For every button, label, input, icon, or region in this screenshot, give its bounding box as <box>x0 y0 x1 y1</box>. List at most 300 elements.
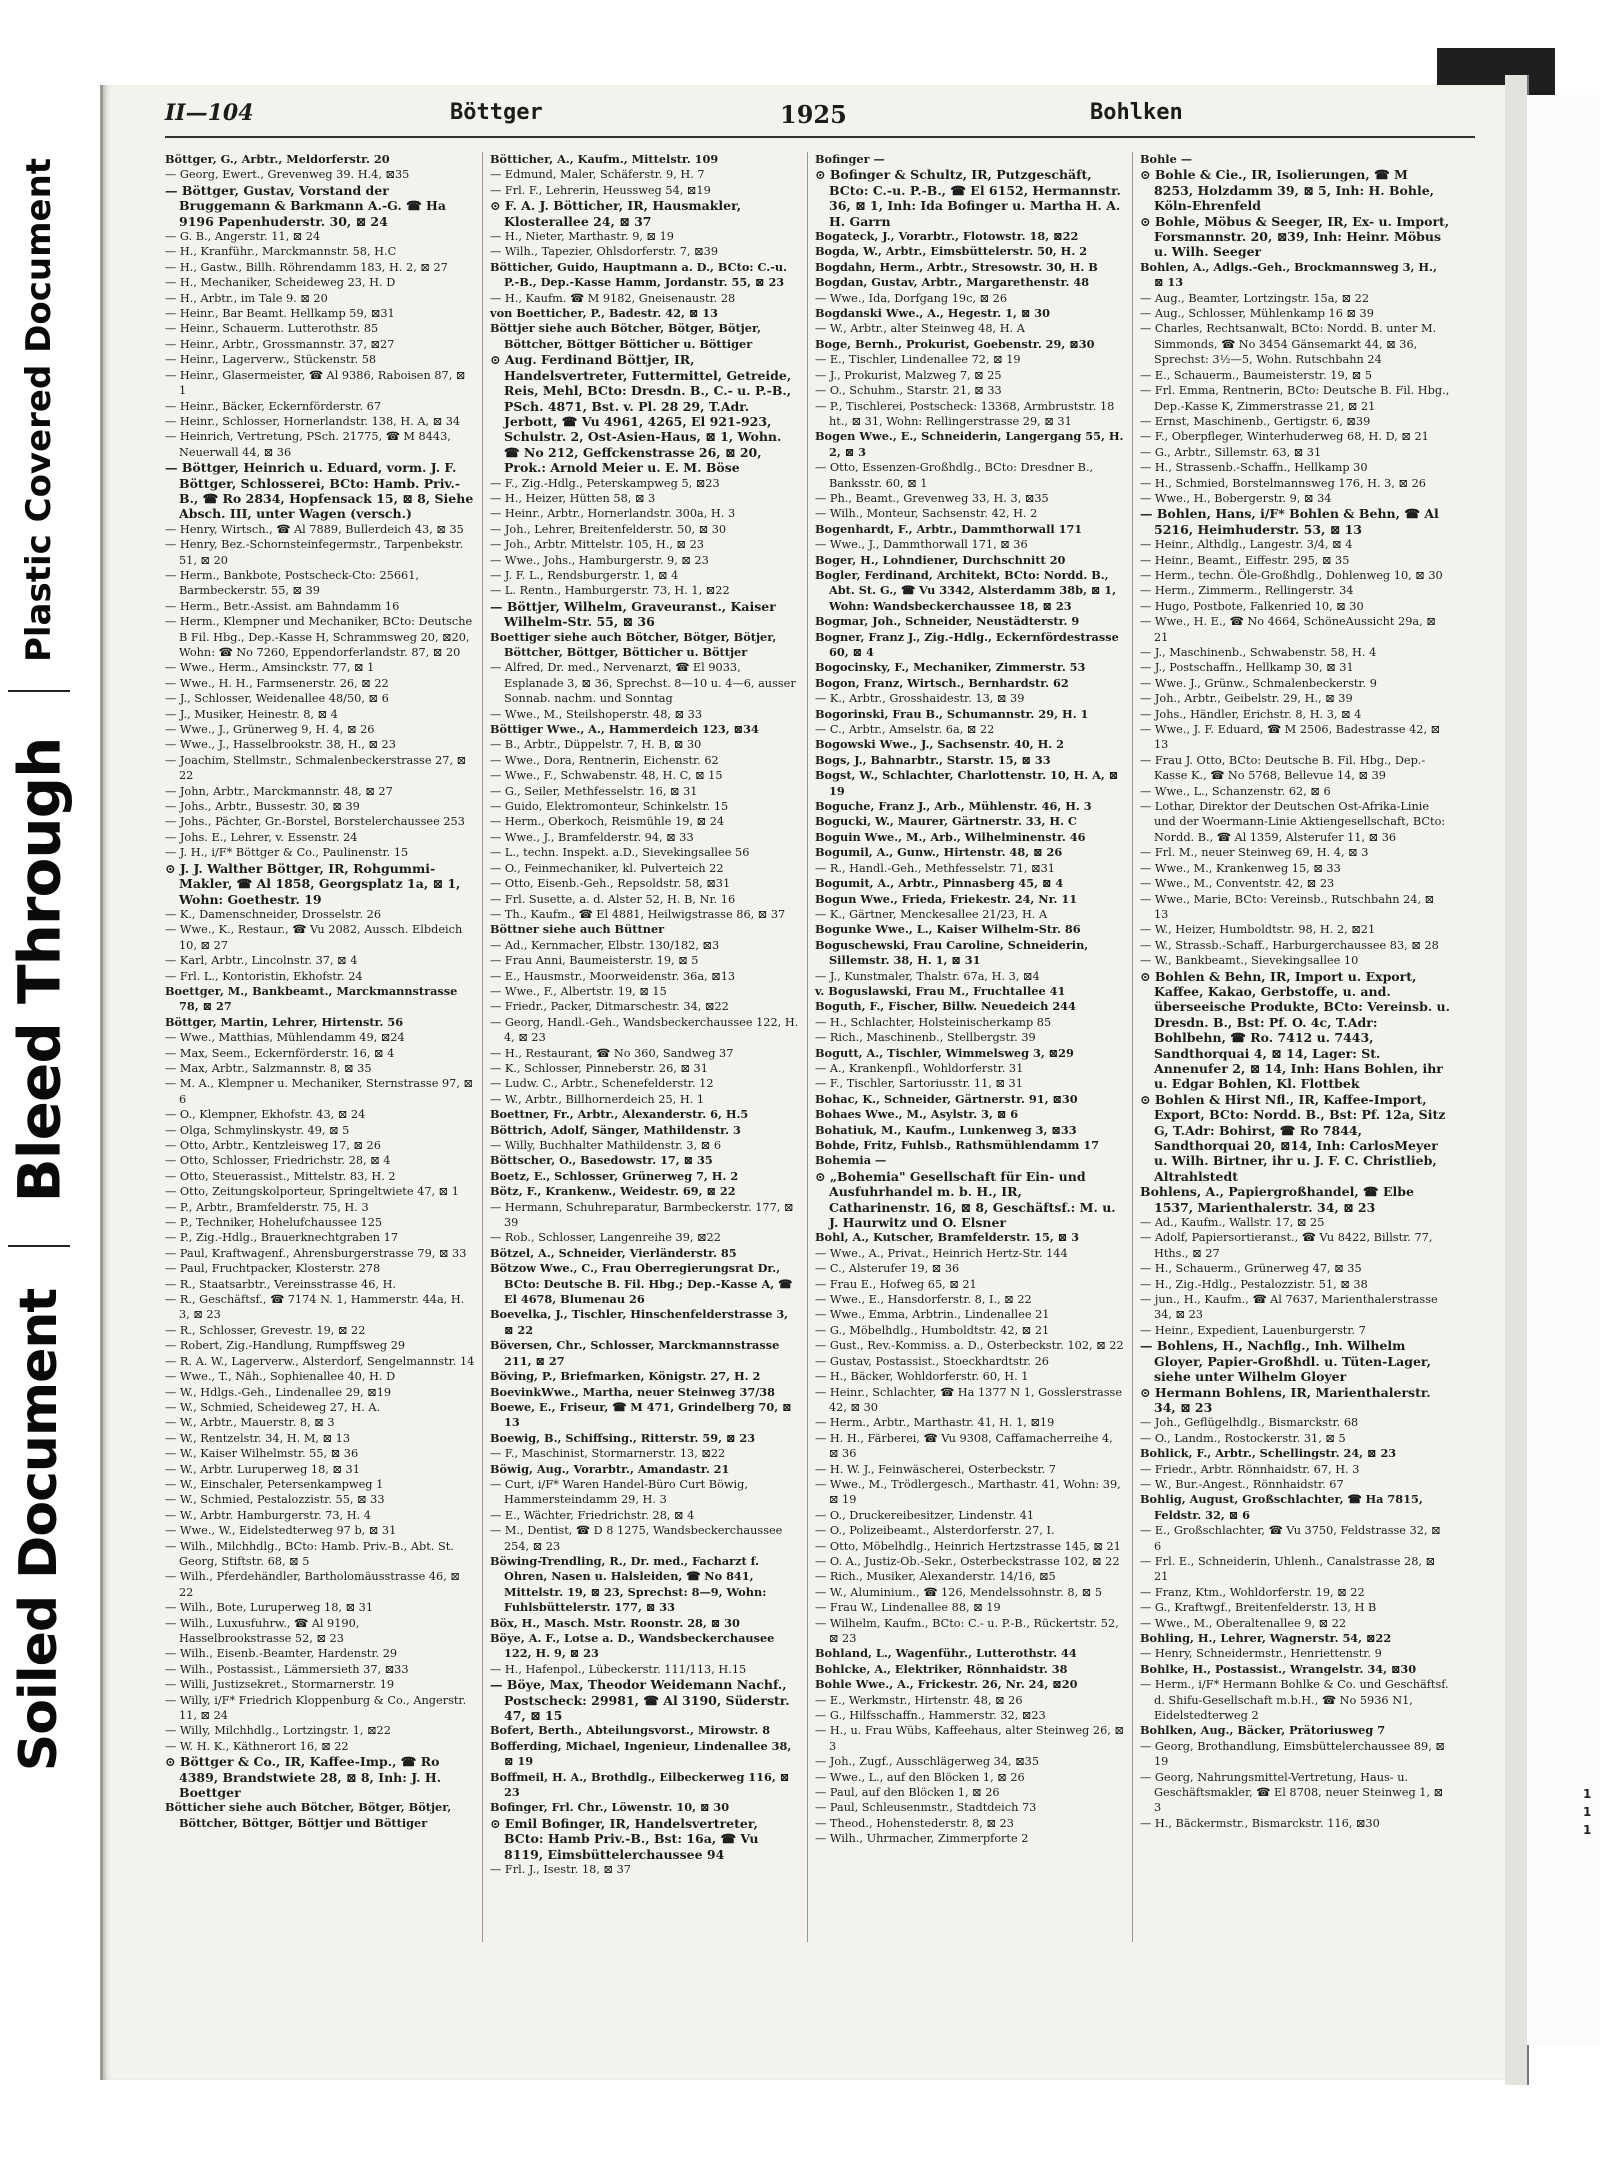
directory-entry: — Wwe., M., Oberaltenallee 9, ⊠ 22 <box>1140 1616 1347 1630</box>
directory-entry: — Johs., Arbtr., Bussestr. 30, ⊠ 39 <box>165 800 360 814</box>
directory-entry: — P., Tischlerei, Postscheck: 13368, Armbruststr. 18 ht., ⊠ 31, Wohn: Rellingerstrasse 29, ⊠ 31 <box>815 399 1115 428</box>
directory-entry: — K., Arbtr., Grosshaidestr. 13, ⊠ 39 <box>815 692 1025 706</box>
directory-entry: — Joh., Arbtr. Mittelstr. 105, H., ⊠ 23 <box>490 538 704 552</box>
label-text: Plastic Covered Document <box>19 157 60 663</box>
directory-entry: — R., Handl.-Geh., Methfesselstr. 71, ⊠31 <box>815 861 1055 875</box>
directory-entry: — Joachim, Stellmstr., Schmalenbeckerstrasse 27, ⊠ 22 <box>165 753 467 783</box>
directory-entry: — Georg, Handl.-Geh., Wandsbeckerchaussee 122, H. 4, ⊠ 23 <box>490 1015 799 1045</box>
directory-entry: — Wilh., Uhrmacher, Zimmerpforte 2 <box>815 1832 1029 1846</box>
directory-entry: — Georg, Nahrungsmittel-Vertretung, Haus- u. Geschäftsmakler, ☎ El 8708, neuer Steinweg 1, ⊠ 3 <box>1140 1770 1444 1815</box>
directory-entry: — Paul, Schleusenmstr., Stadtdeich 73 <box>815 1801 1037 1815</box>
firm-entry: ⊙ Böttger & Co., IR, Kaffee-Imp., ☎ Ro 4389, Brandstwiete 28, ⊠ 8, Inh: J. H. Boettger <box>165 1754 442 1801</box>
directory-entry: Boger, H., Lohndiener, Durchschnitt 20 <box>815 552 1066 567</box>
directory-entry: Bogocinsky, F., Mechaniker, Zimmerstr. 53 <box>815 660 1086 675</box>
directory-entry: — F., Tischler, Sartoriusstr. 11, ⊠ 31 <box>815 1077 1023 1091</box>
directory-entry: — O., Klempner, Ekhofstr. 43, ⊠ 24 <box>165 1108 366 1122</box>
directory-entry: — R. A. W., Lagerverw., Alsterdorf, Sengelmannstr. 14 <box>165 1354 475 1368</box>
directory-entry: Bogst, W., Schlachter, Charlottenstr. 10, H. A, ⊠ 19 <box>815 768 1119 798</box>
directory-entry: — E., Tischler, Lindenallee 72, ⊠ 19 <box>815 353 1021 367</box>
directory-entry: — Heinr., Lagerverw., Stückenstr. 58 <box>165 353 377 367</box>
directory-entry: — H., Kranführ., Marckmannstr. 58, H.C <box>165 245 397 259</box>
directory-entry: — Joh., Arbtr., Geibelstr. 29, H., ⊠ 39 <box>1140 692 1353 706</box>
directory-entry: BoevinkWwe., Martha, neuer Steinweg 37/38 <box>490 1384 776 1399</box>
label-bleed-through <box>0 700 78 1240</box>
directory-entry: Boettner, Fr., Arbtr., Alexanderstr. 6, H.5 <box>490 1107 749 1122</box>
directory-entry: — Wwe., K., Restaur., ☎ Vu 2082, Aussch. Elbdeich 10, ⊠ 27 <box>165 923 463 952</box>
directory-entry: — Otto, Zeitungskolporteur, Springeltwiete 47, ⊠ 1 <box>165 1185 459 1199</box>
directory-entry: — John, Arbtr., Marckmannstr. 48, ⊠ 27 <box>165 784 393 798</box>
directory-entry: — Wwe., M., Steilshoperstr. 48, ⊠ 33 <box>490 707 703 721</box>
label-text: Bleed Through <box>5 737 74 1203</box>
directory-entry: — Willy, Buchhalter Mathildenstr. 3, ⊠ 6 <box>490 1139 722 1152</box>
directory-entry: — Willi, Justizsekret., Stormarnerstr. 19 <box>165 1678 395 1692</box>
directory-entry: — Henry, Bez.-Schornsteinfegermstr., Tarpenbekstr. 51, ⊠ 20 <box>165 538 464 567</box>
directory-entry: — G., Hilfsschaffn., Hammerstr. 32, ⊠23 <box>815 1709 1046 1723</box>
directory-entry: — Rich., Musiker, Alexanderstr. 14/16, ⊠5 <box>815 1570 1056 1584</box>
directory-entry: — Wwe. J., Grünw., Schmalenbeckerstr. 9 <box>1140 676 1377 690</box>
directory-entry: — Heinrich, Vertretung, PSch. 21775, ☎ M 8443, Neuerwall 44, ⊠ 36 <box>165 430 451 459</box>
directory-entry: — H., Heizer, Hütten 58, ⊠ 3 <box>490 491 656 505</box>
directory-entry: Bötzow Wwe., C., Frau Oberregierungsrat Dr., BCto: Deutsche B. Fil. Hbg.; Dep.-Kasse A, ☎ El 4678, Blumenau 26 <box>490 1261 793 1307</box>
directory-entry: — Wwe., F., Albertstr. 19, ⊠ 15 <box>490 984 667 998</box>
directory-entry: — Herm., Klempner und Mechaniker, BCto: Deutsche B Fil. Hbg., Dep.-Kasse H, Schrammsweg 20, ⊠20, Wohn: ☎ No 7260, Eppendorferlandstr. 87, ⊠ 20 <box>165 615 473 659</box>
directory-entry: Bohac, K., Schneider, Gärtnerstr. 91, ⊠30 <box>815 1091 1078 1106</box>
directory-entry: — F., Maschinist, Stormarnerstr. 13, ⊠22 <box>490 1447 726 1461</box>
directory-entry: — Wwe., M., Trödlergesch., Marthastr. 41, Wohn: 39, ⊠ 19 <box>815 1477 1121 1507</box>
directory-entry: — Olga, Schmylinskystr. 49, ⊠ 5 <box>165 1123 350 1137</box>
directory-entry: — J., Prokurist, Malzweg 7, ⊠ 25 <box>815 368 1002 382</box>
directory-entry: — Frau Anni, Baumeisterstr. 19, ⊠ 5 <box>490 954 699 968</box>
directory-entry: — Wilh., Pferdehändler, Bartholomäusstrasse 46, ⊠ 22 <box>165 1570 460 1599</box>
directory-entry: Böwig, Aug., Vorarbtr., Amandastr. 21 <box>490 1461 730 1476</box>
directory-entry: Bogmar, Joh., Schneider, Neustädterstr. 9 <box>815 614 1080 629</box>
directory-entry: — Wwe., H. E., ☎ No 4664, SchöneAussicht 29a, ⊠ 21 <box>1140 615 1436 644</box>
directory-entry: — R., Schlosser, Grevestr. 19, ⊠ 22 <box>165 1323 366 1337</box>
directory-entry: — Ph., Beamt., Grevenweg 33, H. 3, ⊠35 <box>815 491 1049 505</box>
directory-entry: Bohlig, August, Großschlachter, ☎ Ha 7815, Feldstr. 32, ⊠ 6 <box>1140 1492 1423 1522</box>
directory-entry: — W., Strassb.-Schaff., Harburgerchaussee 83, ⊠ 28 <box>1140 938 1439 952</box>
directory-entry: — Wwe., W., Eidelstedterweg 97 b, ⊠ 31 <box>165 1524 397 1538</box>
directory-entry: Bohlken, Aug., Bäcker, Prätoriusweg 7 <box>1140 1723 1386 1738</box>
directory-entry: — Wwe., A., Privat., Heinrich Hertz-Str. 144 <box>815 1246 1068 1260</box>
directory-entry: — Otto, Schlosser, Friedrichstr. 28, ⊠ 4 <box>165 1154 391 1168</box>
directory-entry: — W., Hdlgs.-Geh., Lindenallee 29, ⊠19 <box>165 1385 392 1399</box>
directory-entry: — C., Arbtr., Amselstr. 6a, ⊠ 22 <box>815 723 995 737</box>
directory-entry: Bohatiuk, M., Kaufm., Lunkenweg 3, ⊠33 <box>815 1122 1077 1137</box>
directory-entry: — K., Gärtner, Menckesallee 21/23, H. A <box>815 907 1048 921</box>
directory-entry: — C., Alsterufer 19, ⊠ 36 <box>815 1262 960 1276</box>
directory-entry: — Frl. F., Lehrerin, Heussweg 54, ⊠19 <box>490 183 711 197</box>
directory-entry: — L. Rentn., Hamburgerstr. 73, H. 1, ⊠22 <box>490 584 730 598</box>
directory-entry: — O., Landm., Rostockerstr. 31, ⊠ 5 <box>1140 1431 1346 1445</box>
directory-entry: — Herm., Oberkoch, Reismühle 19, ⊠ 24 <box>490 815 725 829</box>
firm-entry: ⊙ Bohle & Cie., IR, Isolierungen, ☎ M 8253, Holzdamm 39, ⊠ 5, Inh: H. Bohle, Köln-Ehrenfeld <box>1140 167 1435 214</box>
directory-entry: — Lothar, Direktor der Deutschen Ost-Afrika-Linie und der Woermann-Linie Aktiengesellschaft, BCto: Nordd. B., ☎ Al 1359, Alsterufer 11, ⊠ 36 <box>1140 800 1446 844</box>
directory-entry: Bötticher siehe auch Bötcher, Bötger, Bötjer, Böttcher, Böttger, Böttjer und Böttiger <box>165 1800 452 1830</box>
directory-entry: Bohland, L., Wagenführ., Lutterothstr. 44 <box>815 1646 1077 1661</box>
firm-entry: ⊙ F. A. J. Bötticher, IR, Hausmakler, Klosterallee 24, ⊠ 37 <box>490 198 742 229</box>
directory-entry: Boettger, M., Bankbeamt., Marckmannstrasse 78, ⊠ 27 <box>165 983 458 1014</box>
column-rule <box>482 152 483 1942</box>
directory-entry: — G., Möbelhdlg., Humboldtstr. 42, ⊠ 21 <box>815 1323 1050 1337</box>
directory-entry: — A., Krankenpfl., Wohldorferstr. 31 <box>815 1061 1024 1075</box>
directory-entry: Böttner siehe auch Büttner <box>490 922 665 937</box>
directory-entry: — Georg, Ewert., Grevenweg 39. H.4, ⊠35 <box>165 168 410 182</box>
directory-entry: — W., Rentzelstr. 34, H. M, ⊠ 13 <box>165 1431 351 1445</box>
directory-entry: — F., Zig.-Hdlg., Peterskampweg 5, ⊠23 <box>490 476 720 490</box>
firm-entry: — Böye, Max, Theodor Weidemann Nachf., Postscheck: 29981, ☎ Al 3190, Süderstr. 47, ⊠ 15 <box>490 1677 790 1724</box>
directory-entry: — Frl. L., Kontoristin, Ekhofstr. 24 <box>165 969 363 983</box>
directory-entry: — W., Arbtr. Luruperweg 18, ⊠ 31 <box>165 1462 360 1476</box>
directory-entry: — Henry, Schneidermstr., Henriettenstr. 9 <box>1140 1647 1382 1661</box>
directory-entry: Bogucki, W., Maurer, Gärtnerstr. 33, H. C <box>815 814 1077 829</box>
directory-entry: Böving, P., Briefmarken, Königstr. 27, H. 2 <box>490 1369 761 1384</box>
directory-entry: — G., Seiler, Methfesselstr. 16, ⊠ 31 <box>490 784 698 798</box>
directory-entry: — Frl. Susette, a. d. Alster 52, H. B, Nr. 16 <box>490 892 736 906</box>
directory-column-1 <box>165 152 475 1831</box>
directory-entry: — Edmund, Maler, Schäferstr. 9, H. 7 <box>490 168 705 182</box>
directory-entry: Bofinger, Frl. Chr., Löwenstr. 10, ⊠ 30 <box>490 1800 730 1815</box>
directory-year: 1925 <box>780 100 847 129</box>
directory-entry: — Wwe., J., Dammthorwall 171, ⊠ 36 <box>815 538 1028 552</box>
directory-entry: — H., Restaurant, ☎ No 360, Sandweg 37 <box>490 1046 734 1060</box>
directory-entry: Bogowski Wwe., J., Sachsenstr. 40, H. 2 <box>815 737 1064 752</box>
directory-entry: — Rob., Schlosser, Langenreihe 39, ⊠22 <box>490 1231 721 1245</box>
directory-entry: Boguth, F., Fischer, Billw. Neuedeich 244 <box>815 999 1076 1014</box>
directory-entry: — jun., H., Kaufm., ☎ Al 7637, Marienthalerstrasse 34, ⊠ 23 <box>1140 1293 1438 1322</box>
directory-entry: — Heinr., Arbtr., Grossmannstr. 37, ⊠27 <box>165 337 395 351</box>
directory-entry: — Aug., Beamter, Lortzingstr. 15a, ⊠ 22 <box>1140 291 1370 305</box>
directory-entry: Boge, Bernh., Prokurist, Goebenstr. 29, ⊠30 <box>815 336 1095 351</box>
directory-entry: Böttscher, O., Basedowstr. 17, ⊠ 35 <box>490 1153 713 1168</box>
firm-entry: ⊙ Aug. Ferdinand Böttjer, IR, Handelsvertreter, Futtermittel, Getreide, Reis, Mehl, BCto: Dresdn. B., C.- u. P.-B., PSch. 4871, Bst. v. Pl. 28 29, T.Adr. Jerbott, ☎ Vu 4961, 4265, El 921-923, Schulstr. 2, Ost-Asien-Haus, ⊠ 1, Wohn. ☎ No 212, Geffckenstrasse 26, ⊠ 20, Prok.: Arnold Meier u. E. M. Böse <box>490 352 792 476</box>
directory-entry: — H., Schauerm., Grünerweg 47, ⊠ 35 <box>1140 1262 1362 1276</box>
directory-entry: — Joh., Zugf., Ausschlägerweg 34, ⊠35 <box>815 1755 1040 1769</box>
directory-entry: — Ernst, Maschinenb., Gertigstr. 6, ⊠39 <box>1140 414 1371 428</box>
directory-entry: — Wwe., J. F. Eduard, ☎ M 2506, Badestrasse 42, ⊠ 13 <box>1140 723 1441 752</box>
directory-entry: Bogda, W., Arbtr., Eimsbüttelerstr. 50, H. 2 <box>815 244 1088 259</box>
directory-entry: — Gust., Rev.-Kommiss. a. D., Osterbeckstr. 102, ⊠ 22 <box>815 1339 1124 1353</box>
directory-entry: — Th., Kaufm., ☎ El 4881, Heilwigstrasse 86, ⊠ 37 <box>490 907 786 921</box>
column-rule <box>1132 152 1133 1942</box>
directory-entry: — Otto, Arbtr., Kentzleisweg 17, ⊠ 26 <box>165 1139 381 1152</box>
directory-entry: — R., Staatsarbtr., Vereinsstrasse 46, H. <box>165 1277 397 1291</box>
firm-entry: ⊙ „Bohemia" Gesellschaft für Ein- und Ausfuhrhandel m. b. H., IR, Catharinenstr. 16, ⊠ 8, Geschäftsf.: M. u. J. Haurwitz und O. Elsner <box>815 1168 1116 1231</box>
directory-column-2 <box>490 152 800 1878</box>
directory-entry: — J., Kunstmaler, Thalstr. 67a, H. 3, ⊠4 <box>815 969 1040 983</box>
directory-entry: — E., Hausmstr., Moorweidenstr. 36a, ⊠13 <box>490 969 736 983</box>
directory-entry: Bohlcke, A., Elektriker, Rönnhaidstr. 38 <box>815 1661 1068 1676</box>
directory-entry: Bohling, H., Lehrer, Wagnerstr. 54, ⊠22 <box>1140 1631 1392 1645</box>
directory-entry: — Paul, auf den Blöcken 1, ⊠ 26 <box>815 1786 1000 1800</box>
directory-entry: Boguschewski, Frau Caroline, Schneiderin, Sillemstr. 38, H. 1, ⊠ 31 <box>815 937 1089 968</box>
directory-entry: — G. B., Angerstr. 11, ⊠ 24 <box>165 230 321 244</box>
firm-entry: — Böttger, Gustav, Vorstand der Bruggemann & Barkmann A.-G. ☎ Ha 9196 Papenhuderstr. 30, ⊠ 24 <box>165 182 446 229</box>
directory-entry: von Boetticher, P., Badestr. 42, ⊠ 13 <box>490 306 718 321</box>
directory-entry: Bogdanski Wwe., A., Hegestr. 1, ⊠ 30 <box>815 306 1050 321</box>
directory-entry: Bofferding, Michael, Ingenieur, Lindenallee 38, ⊠ 19 <box>490 1738 792 1769</box>
directory-entry: — Guido, Elektromonteur, Schinkelstr. 15 <box>490 800 729 814</box>
directory-entry: — Wwe., T., Näh., Sophienallee 40, H. D <box>165 1370 396 1384</box>
directory-entry: Bofinger — <box>815 152 885 166</box>
firm-entry: — Bohlens, H., Nachflg., Inh. Wilhelm Gloyer, Papier-Großhdl. u. Tüten-Lager, siehe unter Wilhelm Gloyer <box>1140 1338 1431 1385</box>
directory-entry: — Otto, Möbelhdlg., Heinrich Hertzstrasse 145, ⊠ 21 <box>815 1539 1121 1553</box>
directory-entry: Boguche, Franz J., Arb., Mühlenstr. 46, H. 3 <box>815 799 1092 814</box>
directory-entry: — Heinr., Arbtr., Hornerlandstr. 300a, H. 3 <box>490 507 736 521</box>
directory-entry: — Wwe., Marie, BCto: Vereinsb., Rutschbahn 24, ⊠ 13 <box>1140 892 1435 921</box>
directory-entry: — Frau W., Lindenallee 88, ⊠ 19 <box>815 1601 1001 1615</box>
directory-entry: — W., Arbtr., alter Steinweg 48, H. A <box>815 322 1025 336</box>
directory-entry: — Aug., Schlosser, Mühlenkamp 16 ⊠ 39 <box>1140 307 1374 321</box>
directory-entry: — Wilh., Monteur, Sachsenstr. 42, H. 2 <box>815 507 1038 521</box>
firm-entry: — Böttger, Heinrich u. Eduard, vorm. J. F. Böttger, Schlosserei, BCto: Hamb. Priv.-B., ☎ Ro 2834, Hopfensack 15, ⊠ 8, Siehe Absch. III, unter Wagen (versch.) <box>165 460 474 522</box>
directory-entry: Bogon, Franz, Wirtsch., Bernhardstr. 62 <box>815 675 1069 690</box>
label-soiled-document <box>0 1250 78 1810</box>
directory-entry: — Hermann, Schuhreparatur, Barmbeckerstr. 177, ⊠ 39 <box>490 1200 794 1230</box>
directory-entry: Bohlick, F., Arbtr., Schellingstr. 24, ⊠ 23 <box>1140 1446 1397 1461</box>
directory-entry: — R., Geschäftsf., ☎ 7174 N. 1, Hammerstr. 44a, H. 3, ⊠ 23 <box>165 1293 465 1322</box>
directory-entry: — H., Schmied, Borstelmannsweg 176, H. 3, ⊠ 26 <box>1140 476 1426 490</box>
firm-entry: ⊙ Bohle, Möbus & Seeger, IR, Ex- u. Import, Forsmannstr. 20, ⊠39, Inh: Heinr. Möbus u. Wilh. Seeger <box>1140 213 1450 260</box>
directory-entry: — Willy, i/F* Friedrich Kloppenburg & Co., Angerstr. 11, ⊠ 24 <box>165 1693 467 1723</box>
margin-mark: 1 <box>1583 1805 1592 1819</box>
directory-entry: — G., Arbtr., Sillemstr. 63, ⊠ 31 <box>1140 445 1322 459</box>
margin-marks <box>1583 1785 1591 1839</box>
directory-entry: — Alfred, Dr. med., Nervenarzt, ☎ El 9033, Esplanade 3, ⊠ 36, Sprechst. 8—10 u. 4—6, ausser Sonnab. nachm. und Sonntag <box>490 661 796 706</box>
directory-entry: — E., Schauerm., Baumeisterstr. 19, ⊠ 5 <box>1140 368 1373 382</box>
directory-entry: — Friedr., Packer, Ditmarschestr. 34, ⊠22 <box>490 1000 729 1014</box>
margin-mark: 1 <box>1583 1823 1592 1837</box>
directory-entry: — Hugo, Postbote, Falkenried 10, ⊠ 30 <box>1140 599 1364 613</box>
directory-entry: — Frau E., Hofweg 65, ⊠ 21 <box>815 1277 977 1291</box>
directory-entry: — Wwe., Johs., Hamburgerstr. 9, ⊠ 23 <box>490 553 709 567</box>
directory-entry: Bohemia — <box>815 1153 887 1168</box>
directory-entry: — O., Schuhm., Starstr. 21, ⊠ 33 <box>815 384 1002 398</box>
directory-entry: — W., Bur.-Angest., Rönnhaidstr. 67 <box>1140 1477 1344 1491</box>
directory-entry: — Henry, Wirtsch., ☎ Al 7889, Bullerdeich 43, ⊠ 35 <box>165 522 464 536</box>
directory-entry: — W., Arbtr., Billhornerdeich 25, H. 1 <box>490 1092 705 1106</box>
header-rule <box>165 136 1475 138</box>
directory-entry: — Otto, Steuerassist., Mittelstr. 83, H. 2 <box>165 1169 396 1183</box>
directory-entry: — P., Techniker, Hohelufchaussee 125 <box>165 1216 383 1230</box>
directory-entry: — Frl. Emma, Rentnerin, BCto: Deutsche B. Fil. Hbg., Dep.-Kasse K, Zimmerstrasse 21, ⊠ 21 <box>1140 384 1450 413</box>
page-number: II—104 <box>165 100 254 126</box>
directory-entry: — Max, Seem., Eckernförderstr. 16, ⊠ 4 <box>165 1046 395 1060</box>
page-edge <box>1505 75 1529 2085</box>
directory-entry: Bogler, Ferdinand, Architekt, BCto: Nordd. B., Abt. St. G., ☎ Vu 3342, Alsterdamm 38b, ⊠ 1, Wohn: Wandsbeckerchaussee 18, ⊠ 23 <box>815 567 1117 613</box>
directory-entry: — O., Druckereibesitzer, Lindenstr. 41 <box>815 1508 1035 1522</box>
directory-entry: Bohl, A., Kutscher, Bramfelderstr. 15, ⊠ 3 <box>815 1230 1080 1245</box>
directory-entry: — E., Großschlachter, ☎ Vu 3750, Feldstrasse 32, ⊠ 6 <box>1140 1524 1441 1553</box>
directory-entry: v. Boguslawski, Frau M., Fruchtallee 41 <box>815 983 1066 998</box>
directory-entry: Böttger, G., Arbtr., Meldorferstr. 20 <box>165 152 390 166</box>
directory-entry: — Wwe., J., Bramfelderstr. 94, ⊠ 33 <box>490 830 694 844</box>
directory-entry: — H., Bäckermstr., Bismarckstr. 116, ⊠30 <box>1140 1816 1380 1830</box>
directory-entry: — Herm., Bankbote, Postscheck-Cto: 25661, Barmbeckerstr. 55, ⊠ 39 <box>165 568 419 598</box>
directory-entry: — Robert, Zig.-Handlung, Rumpffsweg 29 <box>165 1339 406 1353</box>
directory-entry: Bötz, F., Krankenw., Weidestr. 69, ⊠ 22 <box>490 1184 736 1199</box>
directory-entry: — H. H., Färberei, ☎ Vu 9308, Caffamacherreihe 4, ⊠ 36 <box>815 1431 1113 1461</box>
directory-entry: Böttiger Wwe., A., Hammerdeich 123, ⊠34 <box>490 722 759 737</box>
directory-entry: — H., Strassenb.-Schaffn., Hellkamp 30 <box>1140 461 1368 475</box>
directory-entry: — H., Mechaniker, Scheideweg 23, H. D <box>165 276 396 290</box>
directory-entry: — Gustav, Postassist., Stoeckhardtstr. 26 <box>815 1354 1049 1368</box>
directory-entry: — Wilhelm, Kaufm., BCto: C.- u. P.-B., Rückertstr. 52, ⊠ 23 <box>815 1616 1119 1645</box>
last-name-guide: Bohlken <box>1090 100 1183 125</box>
directory-entry: Bötticher, Guido, Hauptmann a. D., BCto: C.-u. P.-B., Dep.-Kasse Hamm, Jordanstr. 55, ⊠ 23 <box>490 259 788 290</box>
scan-margin <box>1527 95 1600 2045</box>
directory-entry: — Curt, i/F* Waren Handel-Büro Curt Böwig, Hammersteindamm 29, H. 3 <box>490 1477 748 1507</box>
firm-entry: ⊙ Hermann Bohlens, IR, Marienthalerstr. 34, ⊠ 23 <box>1140 1384 1431 1415</box>
directory-entry: — Heinr., Althdlg., Langestr. 3/4, ⊠ 4 <box>1140 538 1353 552</box>
directory-entry: — W., Arbtr. Hamburgerstr. 73, H. 4 <box>165 1508 371 1522</box>
firm-entry: — Böttjer, Wilhelm, Graveuranst., Kaiser Wilhelm-Str. 55, ⊠ 36 <box>490 598 776 630</box>
directory-entry: — H. W. J., Feinwäscherei, Osterbeckstr. 7 <box>815 1462 1056 1476</box>
directory-entry: Bohde, Fritz, Fuhlsb., Rathsmühlendamm 17 <box>815 1138 1100 1152</box>
firm-entry: Bohlens, A., Papiergroßhandel, ☎ Elbe 1537, Marienthalerstr. 34, ⊠ 23 <box>1140 1184 1414 1215</box>
directory-entry: — Otto, Essenzen-Großhdlg., BCto: Dresdner B., Banksstr. 60, ⊠ 1 <box>815 461 1094 490</box>
directory-entry: — Wwe., M., Conventstr. 42, ⊠ 23 <box>1140 877 1335 891</box>
directory-entry: — J. F. L., Rendsburgerstr. 1, ⊠ 4 <box>490 568 679 582</box>
directory-entry: — Wwe., Emma, Arbtrin., Lindenallee 21 <box>815 1308 1050 1322</box>
directory-entry: — Paul, Kraftwagenf., Ahrensburgerstrasse 79, ⊠ 33 <box>165 1246 467 1260</box>
directory-entry: — J., Maschinenb., Schwabenstr. 58, H. 4 <box>1140 646 1377 659</box>
directory-entry: Bogun Wwe., Frieda, Friekestr. 24, Nr. 11 <box>815 891 1078 906</box>
directory-entry: — K., Schlosser, Pinneberstr. 26, ⊠ 31 <box>490 1061 708 1075</box>
directory-entry: — Herm., Betr.-Assist. am Bahndamm 16 <box>165 599 400 613</box>
directory-entry: Bogen Wwe., E., Schneiderin, Langergang 55, H. 2, ⊠ 3 <box>815 429 1124 459</box>
directory-entry: — H., Zig.-Hdlg., Pestalozzistr. 51, ⊠ 38 <box>1140 1277 1368 1291</box>
directory-entry: — Friedr., Arbtr. Rönnhaidstr. 67, H. 3 <box>1140 1462 1360 1476</box>
directory-entry: — H., Bäcker, Wohldorferstr. 60, H. 1 <box>815 1370 1029 1384</box>
directory-entry: Böttger, Martin, Lehrer, Hirtenstr. 56 <box>165 1014 404 1029</box>
directory-entry: Boewe, E., Friseur, ☎ M 471, Grindelberg 70, ⊠ 13 <box>490 1399 792 1430</box>
margin-mark: 1 <box>1583 1787 1592 1801</box>
directory-entry: — Heinr., Bäcker, Eckernförderstr. 67 <box>165 399 382 413</box>
directory-entry: Böttrich, Adolf, Sänger, Mathildenstr. 3 <box>490 1122 741 1137</box>
directory-entry: — Heinr., Schlachter, ☎ Ha 1377 N 1, Gosslerstrasse 42, ⊠ 30 <box>815 1385 1123 1414</box>
directory-entry: — W., Kaiser Wilhelmstr. 55, ⊠ 36 <box>165 1447 359 1461</box>
directory-entry: — Heinr., Bar Beamt. Hellkamp 59, ⊠31 <box>165 307 395 321</box>
directory-entry: — Herm., Zimmerm., Rellingerstr. 34 <box>1140 584 1354 598</box>
directory-entry: — Heinr., Beamt., Eiffestr. 295, ⊠ 35 <box>1140 553 1350 567</box>
directory-entry: — Johs., Händler, Erichstr. 8, H. 3, ⊠ 4 <box>1140 707 1362 721</box>
first-name-guide: Böttger <box>450 100 543 125</box>
directory-entry: — W., Bankbeamt., Sievekingsallee 10 <box>1140 954 1359 968</box>
directory-entry: Boewig, B., Schiffsing., Ritterstr. 59, ⊠ 23 <box>490 1430 756 1445</box>
directory-entry: — Karl, Arbtr., Lincolnstr. 37, ⊠ 4 <box>165 954 358 968</box>
firm-entry: ⊙ Bohlen & Behn, IR, Import u. Export, Kaffee, Kakao, Gerbstoffe, u. and. überseeische Produkte, BCto: Vereinsb. u. Dresdn. B., Bst: Pf. O. 4c, T.Adr: Bohlbehn, ☎ Ro. 7412 u. 7443, Sandthorquai 4, ⊠ 14, Lager: St. Annenufer 2, ⊠ 14, Inh: Hans Bohlen, ihr u. Edgar Bohlen, Kl. Flottbek <box>1140 968 1450 1092</box>
directory-entry: — Wwe., Herm., Amsinckstr. 77, ⊠ 1 <box>165 661 375 675</box>
directory-entry: — W., Arbtr., Mauerstr. 8, ⊠ 3 <box>165 1416 335 1430</box>
directory-entry: — H., Kaufm. ☎ M 9182, Gneisenaustr. 28 <box>490 291 736 305</box>
directory-entry: — Heinr., Expedient, Lauenburgerstr. 7 <box>1140 1323 1366 1337</box>
directory-entry: — M., Dentist, ☎ D 8 1275, Wandsbeckerchaussee 254, ⊠ 23 <box>490 1524 783 1553</box>
divider <box>8 690 70 692</box>
directory-entry: Boevelka, J., Tischler, Hinschenfelderstrasse 3, ⊠ 22 <box>490 1307 789 1337</box>
directory-entry: — Wwe., Dora, Rentnerin, Eichenstr. 62 <box>490 753 719 767</box>
directory-entry: — Frl. M., neuer Steinweg 69, H. 4, ⊠ 3 <box>1140 846 1369 860</box>
directory-entry: — B., Arbtr., Düppelstr. 7, H. B, ⊠ 30 <box>490 738 702 752</box>
label-text: Soiled Document <box>9 1288 70 1772</box>
directory-entry: — P., Zig.-Hdlg., Brauerknechtgraben 17 <box>165 1231 399 1245</box>
directory-entry: — Johs., Pächter, Gr.-Borstel, Borstelerchaussee 253 <box>165 815 465 829</box>
directory-entry: Bötzel, A., Schneider, Vierländerstr. 85 <box>490 1245 737 1260</box>
firm-entry: ⊙ Bofinger & Schultz, IR, Putzgeschäft, BCto: C.-u. P.-B., ☎ El 6152, Hermannstr. 36, ⊠ 1, Inh: Ida Bofinger u. Martha H. A. H. Garrn <box>815 167 1121 229</box>
directory-entry: Bogdan, Gustav, Arbtr., Margarethenstr. 48 <box>815 275 1090 290</box>
directory-entry: Boetz, E., Schlosser, Grünerweg 7, H. 2 <box>490 1168 739 1183</box>
scan-quality-labels <box>0 0 78 2177</box>
directory-entry: — Heinr., Schlosser, Hornerlandstr. 138, H. A, ⊠ 34 <box>165 414 461 428</box>
directory-entry: Böversen, Chr., Schlosser, Marckmannstrasse 211, ⊠ 27 <box>490 1338 780 1368</box>
directory-entry: — Paul, Fruchtpacker, Klosterstr. 278 <box>165 1262 381 1276</box>
directory-entry: Bohlen, A., Adlgs.-Geh., Brockmannsweg 3, H., ⊠ 13 <box>1140 259 1437 290</box>
directory-entry: — Frl. J., Isestr. 18, ⊠ 37 <box>490 1863 631 1877</box>
directory-entry: Bohle Wwe., A., Frickestr. 26, Nr. 24, ⊠20 <box>815 1677 1078 1692</box>
directory-entry: — Wwe., J., Hasselbrookstr. 38, H., ⊠ 23 <box>165 738 396 752</box>
directory-entry: — Joh., Geflügelhdlg., Bismarckstr. 68 <box>1140 1416 1359 1430</box>
directory-entry: — J., Postschaffn., Hellkamp 30, ⊠ 31 <box>1140 661 1354 675</box>
directory-entry: Boguin Wwe., M., Arb., Wilhelminenstr. 46 <box>815 829 1086 844</box>
divider <box>8 1245 70 1247</box>
directory-column-3 <box>815 152 1125 1847</box>
directory-entry: — Max, Arbtr., Salzmannstr. 8, ⊠ 35 <box>165 1061 372 1075</box>
directory-entry: — Otto, Eisenb.-Geh., Repsoldstr. 58, ⊠31 <box>490 877 731 891</box>
directory-entry: Bofert, Berth., Abteilungsvorst., Mirowstr. 8 <box>490 1723 771 1738</box>
directory-entry: — H., Hafenpol., Lübeckerstr. 111/113, H.15 <box>490 1662 747 1676</box>
directory-entry: — Ad., Kaufm., Wallstr. 17, ⊠ 25 <box>1140 1216 1325 1230</box>
directory-entry: Bogdahn, Herm., Arbtr., Stresowstr. 30, H. B <box>815 259 1098 274</box>
column-rule <box>807 152 808 1942</box>
directory-entry: — Wilh., Eisenb.-Beamter, Hardenstr. 29 <box>165 1647 398 1661</box>
directory-entry: Boettiger siehe auch Bötcher, Bötger, Bötjer, Böttcher, Böttger, Bötticher u. Böttjer <box>490 629 777 659</box>
directory-entry: Böx, H., Masch. Mstr. Roonstr. 28, ⊠ 30 <box>490 1615 740 1630</box>
directory-entry: — O., Feinmechaniker, kl. Pulverteich 22 <box>490 861 724 875</box>
directory-entry: — Wwe., Matthias, Mühlendamm 49, ⊠24 <box>165 1031 405 1045</box>
directory-entry: — J. H., i/F* Böttger & Co., Paulinenstr. 15 <box>165 846 409 860</box>
directory-entry: — O. A., Justiz-Ob.-Sekr., Osterbeckstrasse 102, ⊠ 22 <box>815 1554 1120 1568</box>
directory-entry: — L., techn. Inspekt. a.D., Sievekingsallee 56 <box>490 846 750 860</box>
directory-entry: — Wwe., H. H., Farmsenerstr. 26, ⊠ 22 <box>165 676 389 690</box>
directory-entry: Bogumil, A., Gunw., Hirtenstr. 48, ⊠ 26 <box>815 845 1063 860</box>
firm-entry: ⊙ Emil Bofinger, IR, Handelsvertreter, BCto: Hamb Priv.-B., Bst: 16a, ☎ Vu 8119, Eimsbüttelerchaussee 94 <box>490 1815 759 1862</box>
directory-entry: — Ad., Kernmacher, Elbstr. 130/182, ⊠3 <box>490 938 720 952</box>
directory-entry: — W., Schmied, Pestalozzistr. 55, ⊠ 33 <box>165 1493 385 1507</box>
directory-entry: — Wwe., E., Hansdorferstr. 8, I., ⊠ 22 <box>815 1293 1032 1307</box>
directory-entry: — Wilh., Tapezier, Ohlsdorferstr. 7, ⊠39 <box>490 245 719 259</box>
directory-entry: — E., Wächter, Friedrichstr. 28, ⊠ 4 <box>490 1508 695 1522</box>
label-plastic-covered <box>0 150 78 670</box>
directory-entry: — Wwe., F., Schwabenstr. 48, H. C, ⊠ 15 <box>490 769 723 783</box>
directory-entry: — Willy, Milchhdlg., Lortzingstr. 1, ⊠22 <box>165 1724 391 1738</box>
directory-entry: — Wilh., Milchhdlg., BCto: Hamb. Priv.-B., Abt. St. Georg, Stiftstr. 68, ⊠ 5 <box>165 1539 454 1568</box>
directory-column-4 <box>1140 152 1450 1831</box>
directory-entry: — J., Musiker, Heinestr. 8, ⊠ 4 <box>165 707 338 721</box>
directory-entry: — Georg, Brothandlung, Eimsbüttelerchaussee 89, ⊠ 19 <box>1140 1739 1445 1769</box>
directory-entry: — W., Heizer, Humboldtstr. 98, H. 2, ⊠21 <box>1140 923 1376 937</box>
directory-entry: Bogumit, A., Arbtr., Pinnasberg 45, ⊠ 4 <box>815 876 1064 891</box>
directory-entry: Böwing-Trendling, R., Dr. med., Facharzt f. Ohren, Nasen u. Halsleiden, ☎ No 841, Mittelstr. 19, ⊠ 23, Sprechst: 8—9, Wohn: Fuhlsbüttelerstr. 177, ⊠ 33 <box>490 1553 767 1615</box>
directory-entry: — Ludw. C., Arbtr., Schenefelderstr. 12 <box>490 1077 714 1091</box>
directory-entry: — H., Gastw., Billh. Röhrendamm 183, H. 2, ⊠ 27 <box>165 260 448 274</box>
directory-entry: — W., Aluminium., ☎ 126, Mendelssohnstr. 8, ⊠ 5 <box>815 1585 1103 1599</box>
directory-entry: Böttjer siehe auch Bötcher, Bötger, Bötjer, Böttcher, Böttger Bötticher u. Böttiger <box>490 321 762 351</box>
directory-entry: — Wwe., L., auf den Blöcken 1, ⊠ 26 <box>815 1770 1025 1784</box>
directory-entry: Bogateck, J., Vorarbtr., Flotowstr. 18, ⊠22 <box>815 229 1079 244</box>
firm-entry: ⊙ Bohlen & Hirst Nfl., IR, Kaffee-Import, Export, BCto: Nordd. B., Bst: Pf. 12a, Sitz G, T.Adr: Bohirst, ☎ Ro 7844, Sandthorquai 20, ⊠14, Inh: CarlosMeyer u. Wilh. Birtner, ihr u. J. F. C. Christlieb, Altrahlstedt <box>1140 1091 1446 1184</box>
directory-entry: Bogenhardt, F., Arbtr., Dammthorwall 171 <box>815 521 1083 536</box>
directory-entry: — P., Arbtr., Bramfelderstr. 75, H. 3 <box>165 1200 369 1214</box>
